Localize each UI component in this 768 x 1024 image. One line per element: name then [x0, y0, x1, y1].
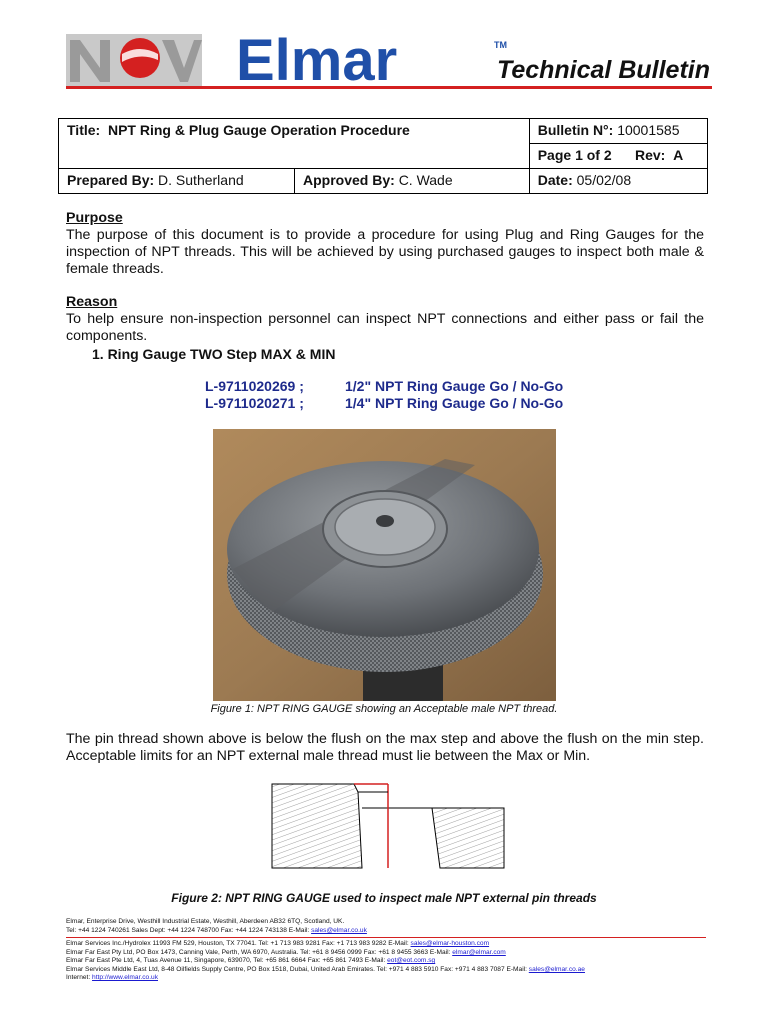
footer-line: Internet: http://www.elmar.co.uk: [66, 974, 158, 982]
trademark-mark: TM: [494, 40, 507, 50]
bulletin-info-table: [58, 118, 708, 194]
figure1-caption: Figure 1: NPT RING GAUGE showing an Acceptable male NPT thread.: [210, 703, 558, 715]
doc-type-title: Technical Bulletin: [496, 56, 710, 84]
prepared-value: D. Sutherland: [158, 172, 244, 188]
footer-offices: [66, 940, 585, 983]
part-number: L-9711020271 ;: [205, 395, 304, 411]
figure2-caption: Figure 2: NPT RING GAUGE used to inspect male NPT external pin threads: [171, 891, 597, 905]
purpose-section: [66, 210, 704, 278]
bulletin-label: Bulletin N°:: [537, 122, 614, 138]
rev-value: A: [673, 147, 684, 163]
footer-line: Tel: +44 1224 740261 Sales Dept: +44 1224 748700 Fax: +44 1224 743138 E-Mail: sales@elmar.co.uk: [66, 926, 367, 934]
header-rule: [66, 86, 712, 89]
part-number: L-9711020269 ;: [205, 378, 304, 394]
page-rev-cell: [529, 144, 707, 169]
footer-uk-address: [66, 918, 367, 935]
date-cell: [529, 169, 707, 194]
part-description: 1/2" NPT Ring Gauge Go / No-Go: [345, 378, 564, 394]
date-label: Date:: [537, 172, 573, 188]
pin-thread-text: The pin thread shown above is below the flush on the max step and above the flush on the min step. Acceptable limits for an NPT external male thread must lie between the Max or Min.: [66, 731, 704, 764]
list-item-ring-gauge: 1. Ring Gauge TWO Step MAX & MIN: [92, 346, 336, 362]
footer-email-link[interactable]: elmar@elmar.com: [452, 948, 506, 956]
bulletin-number: 10001585: [617, 122, 680, 138]
approved-value: C. Wade: [398, 172, 453, 188]
ring-gauge-diagram: [270, 782, 506, 870]
footer-line: Elmar Far East Pty Ltd, PO Box 1473, Canning Vale, Perth, WA 6970, Australia. Tel: +61 8 9456 0999 Fax: +61 8 9455 3663 E-Mail: elmar@elmar.com: [66, 948, 506, 956]
footer-line: Elmar Services Inc./Hydrolex 11993 FM 529, Houston, TX 77041. Tel: +1 713 983 9281 Fax: +1 713 983 9282 E-Mail: sales@elmar-houston.com: [66, 940, 490, 947]
title-value: NPT Ring & Plug Gauge Operation Procedure: [107, 122, 410, 138]
approved-cell: [295, 169, 530, 194]
reason-heading: Reason: [66, 294, 118, 310]
title-label: Title:: [67, 122, 101, 138]
elmar-logo-text: Elmar: [236, 34, 398, 86]
footer-line: Elmar Services Middle East Ltd, 8-48 Oilfields Supply Centre, PO Box 1518, Dubai, United Arab Emirates. Tel: +971 4 883 5910 Fax: +971 4 883 7087 E-Mail: sales@elmar.co.ae: [66, 965, 585, 973]
purpose-text: The purpose of this document is to provide a procedure for using Plug and Ring Gauges for the inspection of NPT threads. This will be achieved by using purchased gauges to inspect both male & female threads.: [66, 227, 704, 277]
page-header: [66, 34, 712, 88]
page-label: Page 1 of 2: [537, 147, 612, 163]
reason-section: [66, 294, 704, 345]
footer-email-link[interactable]: sales@elmar-houston.com: [410, 940, 490, 947]
footer-email-link[interactable]: eot@eot.com.sg: [387, 957, 436, 965]
footer-line: Elmar, Enterprise Drive, Westhill Industrial Estate, Westhill, Aberdeen AB32 6TQ, Scotland, UK.: [66, 918, 345, 925]
elmar-logo: [236, 34, 508, 86]
prepared-label: Prepared By:: [67, 172, 155, 188]
nov-logo: [66, 34, 202, 86]
bulletin-cell: [529, 119, 707, 144]
purpose-heading: Purpose: [66, 210, 123, 226]
part-line: [205, 378, 563, 394]
title-cell: [59, 119, 530, 169]
website-link[interactable]: http://www.elmar.co.uk: [92, 974, 158, 982]
reason-text: To help ensure non-inspection personnel can inspect NPT connections and either pass or fail the components.: [66, 311, 704, 344]
footer-line: Elmar Far East Pte Ltd, 4, Tuas Avenue 11, Singapore, 639070, Tel: +65 861 6664 Fax: +65 861 7493 E-Mail: eot@eot.com.sg: [66, 957, 436, 965]
prepared-cell: [59, 169, 295, 194]
date-value: 05/02/08: [576, 172, 632, 188]
footer-email-link[interactable]: sales@elmar.co.ae: [528, 965, 585, 973]
footer-rule: [66, 937, 706, 938]
part-line: [205, 395, 563, 411]
approved-label: Approved By:: [303, 172, 395, 188]
rev-label: Rev:: [634, 147, 666, 163]
part-description: 1/4" NPT Ring Gauge Go / No-Go: [345, 395, 564, 411]
ring-gauge-photo: [213, 429, 556, 701]
footer-email-link[interactable]: sales@elmar.co.uk: [311, 926, 367, 934]
